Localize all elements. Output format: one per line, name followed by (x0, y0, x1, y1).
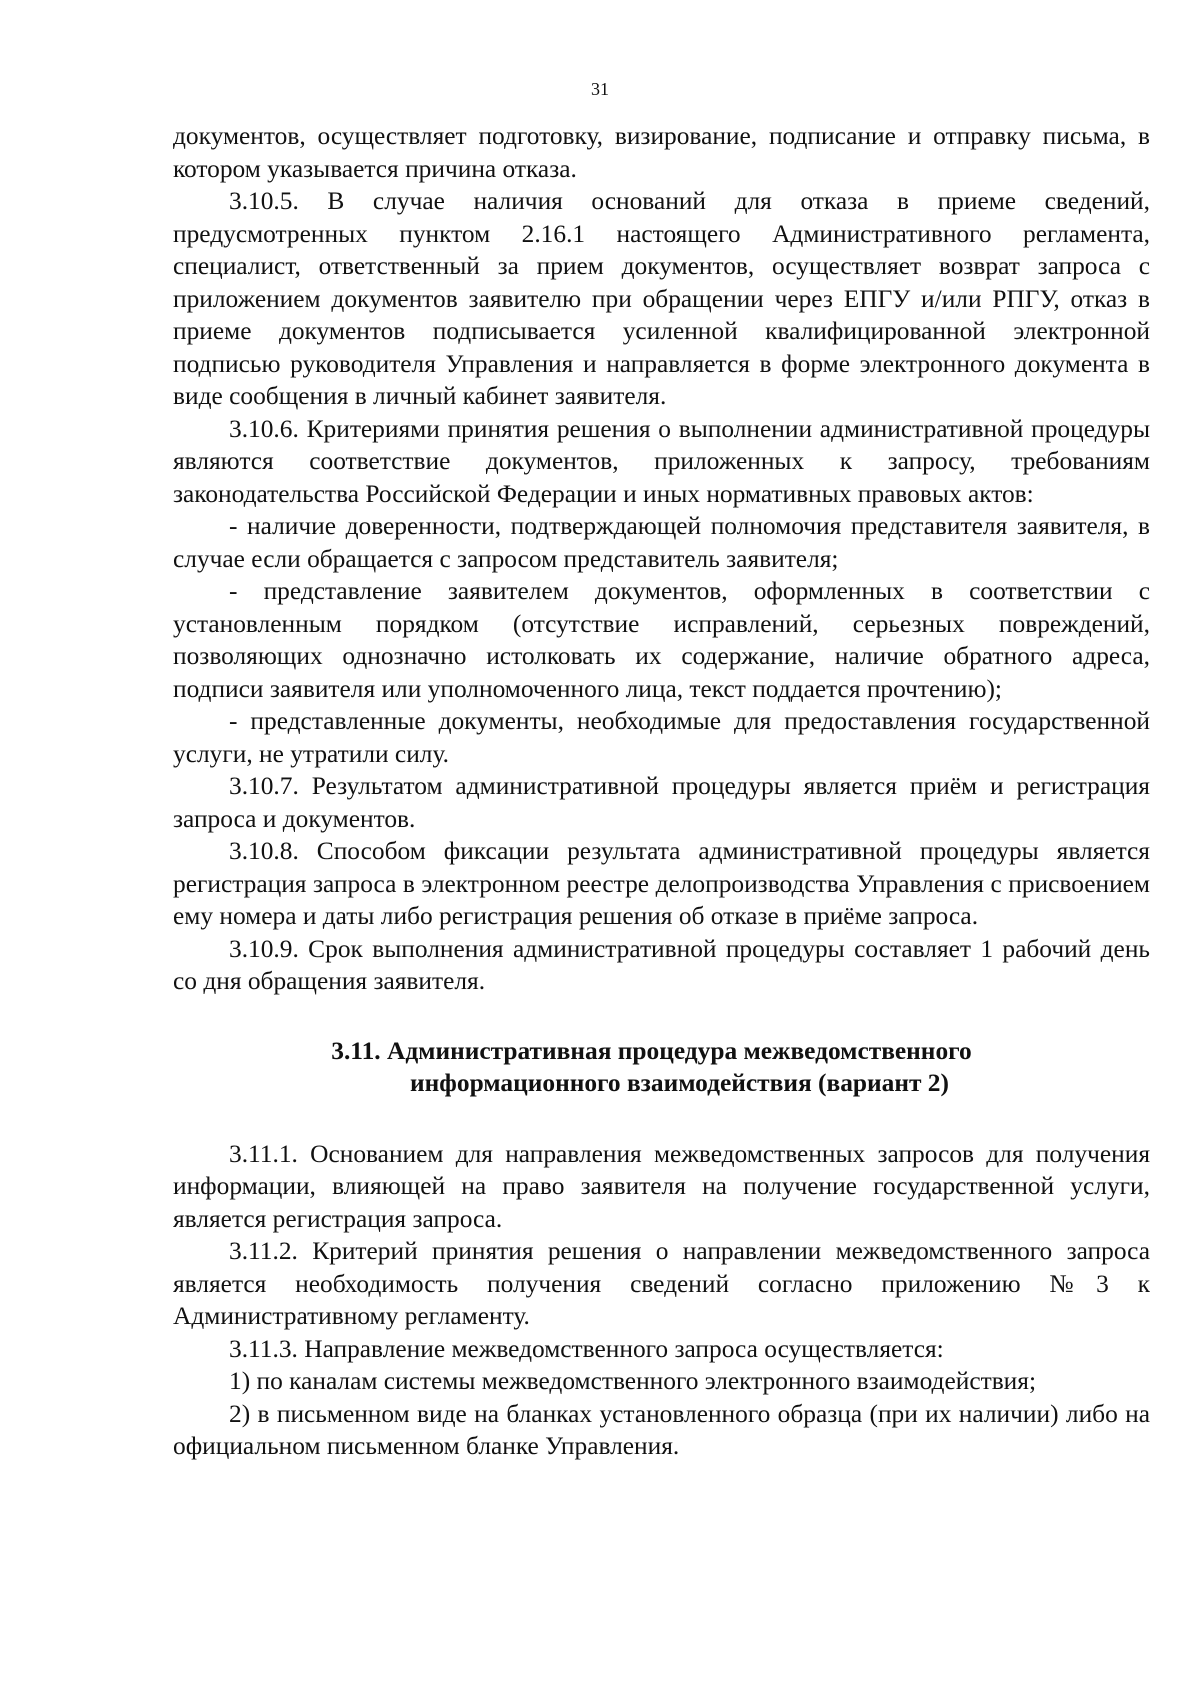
paragraph-3-10-7: 3.10.7. Результатом административной процедуры является приём и регистрация запроса и документов. (173, 772, 1150, 833)
section-heading-line1: 3.11. Административная процедура межведомственного (331, 1036, 972, 1065)
section-heading-line2: информационного взаимодействия (вариант 2) (410, 1069, 949, 1097)
paragraph-3-10-5: 3.10.5. В случае наличия оснований для отказа в приеме сведений, предусмотренных пунктом 2.16.1 настоящего Административного регламента, специалист, ответственный за прием документов, осуществляет возврат запроса с приложением документов заявителю при обращении через ЕПГУ и/или РПГУ, отказ в приеме документов подписывается усиленной квалифицированной электронной подписью руководителя Управления и направляется в форме электронного документа в виде сообщения в личный кабинет заявителя. (173, 187, 1150, 410)
paragraph-3-11-1: 3.11.1. Основанием для направления межведомственных запросов для получения информации, влияющей на право заявителя на получение государственной услуги, является регистрация запроса. (173, 1139, 1150, 1233)
list-item-2: 2) в письменном виде на бланках установленного образца (при их наличии) либо на официальном письменном бланке Управления. (173, 1399, 1150, 1460)
document-body (173, 120, 1150, 1463)
section-heading (173, 1035, 1150, 1100)
list-item-documents-submission: - представление заявителем документов, оформленных в соответствии с установленным порядком (отсутствие исправлений, серьезных повреждений, позволяющих однозначно истолковать их содержание, наличие обратного адреса, подписи заявителя или уполномоченного лица, текст поддается прочтению); (173, 577, 1150, 703)
page-number: 31 (591, 79, 609, 99)
paragraph-3-11-2: 3.11.2. Критерий принятия решения о направлении межведомственного запроса является необходимость получения сведений согласно приложению №3 к Административному регламенту. (173, 1237, 1150, 1330)
list-item-1: 1) по каналам системы межведомственного электронного взаимодействия; (229, 1367, 1037, 1395)
paragraph-3-11-3: 3.11.3. Направление межведомственного запроса осуществляется: (229, 1334, 944, 1363)
paragraph-3-10-8: 3.10.8. Способом фиксации результата административной процедуры является регистрация запроса в электронном реестре делопроизводства Управления с присвоением ему номера и даты либо регистрация решения об отказе в приёме запроса. (173, 837, 1150, 930)
list-item-power-of-attorney: - наличие доверенности, подтверждающей полномочия представителя заявителя, в случае если обращается с запросом представитель заявителя; (173, 512, 1150, 573)
paragraph-3-10-9: 3.10.9. Срок выполнения административной процедуры составляет 1 рабочий день со дня обращения заявителя. (173, 934, 1150, 995)
paragraph-continuation: документов, осуществляет подготовку, визирование, подписание и отправку письма, в котором указывается причина отказа. (173, 122, 1150, 183)
paragraph-3-10-6: 3.10.6. Критериями принятия решения о выполнении административной процедуры являются соответствие документов, приложенных к запросу, требованиям законодательства Российской Федерации и иных нормативных правовых актов: (173, 414, 1150, 508)
list-item-documents-valid: - представленные документы, необходимые для предоставления государственной услуги, не утратили силу. (173, 707, 1150, 768)
